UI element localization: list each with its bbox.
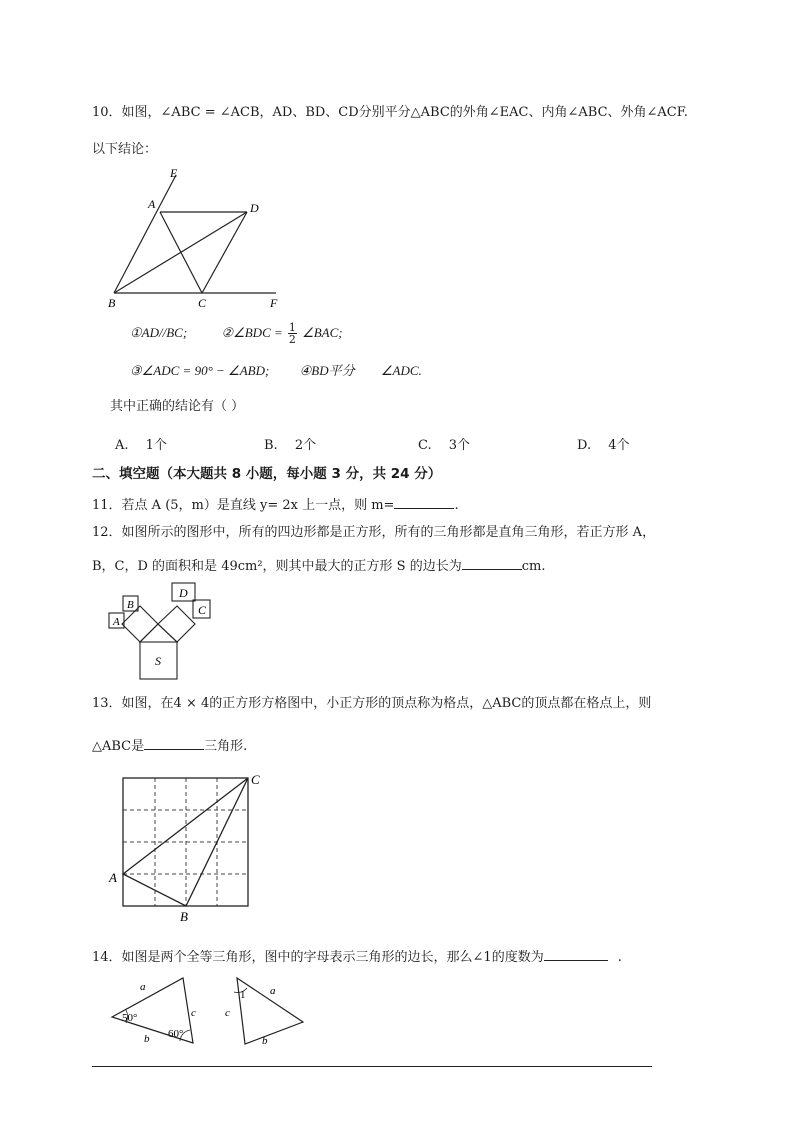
q12-figure bbox=[105, 580, 215, 682]
q13-answer-blank[interactable] bbox=[144, 735, 204, 750]
q13-line2-end: 三角形. bbox=[204, 739, 248, 754]
footer-rule bbox=[92, 1066, 652, 1067]
conclusion-4a: ④BD平分 bbox=[299, 363, 355, 378]
angle-60: 60° bbox=[168, 1028, 184, 1040]
q11-answer-blank[interactable] bbox=[394, 494, 454, 509]
q13-line2-text: △ABC是 bbox=[92, 739, 145, 754]
q14 bbox=[92, 946, 622, 967]
option-b[interactable]: B. 2个 bbox=[264, 438, 317, 453]
label-b: B bbox=[108, 296, 116, 310]
fraction-half: $\frac{1}{2}$ bbox=[288, 321, 296, 346]
q14-text: 14．如图是两个全等三角形，图中的字母表示三角形的边长，那么∠1的度数为 bbox=[92, 950, 544, 965]
label-d: D bbox=[250, 201, 259, 215]
q10-figure bbox=[100, 165, 300, 310]
q12-line2-text: B，C，D 的面积和是 49cm²，则其中最大的正方形 S 的边长为 bbox=[92, 559, 462, 574]
q11-period: . bbox=[454, 498, 459, 513]
label-c: C bbox=[251, 772, 260, 787]
q14-period: . bbox=[617, 950, 622, 965]
option-c[interactable]: C. 3个 bbox=[418, 438, 471, 453]
q10-conclusions-row1 bbox=[130, 322, 343, 345]
label-a: A bbox=[109, 870, 117, 885]
q13-figure bbox=[105, 770, 270, 930]
q14-answer-blank[interactable] bbox=[544, 946, 608, 961]
side-a: a bbox=[140, 981, 146, 993]
option-a[interactable]: A. 1个 bbox=[115, 438, 167, 453]
q10-question: 其中正确的结论有（ ） bbox=[110, 399, 245, 414]
q11 bbox=[92, 494, 459, 515]
q14-left-triangle bbox=[108, 970, 198, 1050]
label-b: B bbox=[127, 599, 134, 611]
q12-line2 bbox=[92, 555, 545, 576]
q10-conclusions-row2 bbox=[130, 362, 422, 381]
label-b: B bbox=[180, 909, 188, 924]
conclusion-2-pre: ②∠BDC = bbox=[221, 325, 283, 340]
conclusion-2-post: ∠BAC; bbox=[302, 325, 343, 340]
side-a: a bbox=[270, 985, 276, 997]
label-s: S bbox=[155, 654, 161, 668]
q13-line2 bbox=[92, 735, 247, 756]
q13-line1: 13．如图，在4 × 4的正方形方格图中，小正方形的顶点称为格点，△ABC的顶点都在格点上，则 bbox=[92, 696, 652, 711]
q10-stem-cont: 以下结论： bbox=[92, 142, 158, 157]
section-2-title: 二、填空题（本大题共 8 小题，每小题 3 分，共 24 分） bbox=[92, 466, 442, 482]
label-d: D bbox=[179, 586, 188, 600]
q11-text: 11．若点 A (5，m）是直线 y= 2x 上一点，则 m= bbox=[92, 498, 395, 513]
conclusion-4b: ∠ADC. bbox=[380, 363, 422, 378]
conclusion-3: ③∠ADC = 90° − ∠ABD; bbox=[130, 363, 270, 378]
q14-right-triangle bbox=[225, 970, 310, 1050]
q12-answer-blank[interactable] bbox=[462, 555, 522, 570]
label-a: A bbox=[113, 616, 120, 628]
label-c: C bbox=[198, 296, 207, 310]
side-c: c bbox=[225, 1007, 230, 1019]
label-a: A bbox=[148, 197, 156, 211]
side-b: b bbox=[262, 1035, 268, 1047]
label-e: E bbox=[170, 166, 178, 180]
conclusion-1: ①AD//BC; bbox=[130, 325, 188, 340]
option-d[interactable]: D. 4个 bbox=[577, 438, 630, 453]
label-f: F bbox=[270, 296, 278, 310]
label-c: C bbox=[198, 603, 207, 617]
q12-unit: cm. bbox=[521, 559, 546, 574]
side-b: b bbox=[144, 1033, 150, 1045]
side-c: c bbox=[191, 1007, 196, 1019]
angle-1: 1 bbox=[240, 989, 246, 1001]
q12-line1: 12．如图所示的图形中，所有的四边形都是正方形，所有的三角形都是直角三角形，若正方形 A， bbox=[92, 525, 656, 540]
angle-50: 50° bbox=[122, 1012, 138, 1024]
q10-stem: 10．如图，∠ABC = ∠ACB，AD、BD、CD分别平分△ABC的外角∠EAC、内角∠ABC、外角∠ACF. bbox=[92, 105, 688, 120]
